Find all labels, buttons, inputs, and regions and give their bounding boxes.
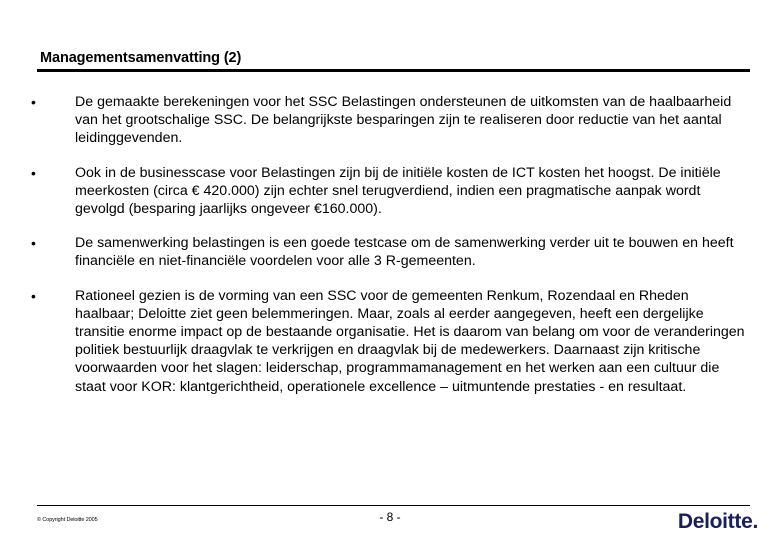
- deloitte-logo: Deloitte.: [677, 510, 758, 533]
- bullet-text: Ook in de businesscase voor Belastingen zijn bij de initiële kosten de ICT kosten het hoogst. De initiële meerkosten (circa € 420.000) zijn echter snel terugverdiend, indien een pragmatische aanpak wordt gevolgd (besparing jaarlijks ongeveer €160.000).: [75, 164, 721, 218]
- bullet-item: [30, 164, 750, 219]
- bullet-marker: •: [31, 287, 36, 304]
- bullet-marker: •: [31, 94, 36, 110]
- page-number: - 8 -: [379, 510, 401, 524]
- bullet-marker: •: [31, 164, 36, 181]
- bullet-list: [30, 93, 750, 412]
- bullet-text: Rationeel gezien is de vorming van een SSC voor de gemeenten Renkum, Rozendaal en Rheden haalbaar; Deloitte ziet geen belemmeringen. Maar, zoals al eerder aangegeven, heeft een dergelijke transitie enorme impact op de bestaande organisatie. Het is daarom van belang om voor de veranderingen politiek bestuurlijk draagvlak te verkrijgen en draagvlak bij de medewerkers. Daarnaast zijn kritische voorwaarden voor het slagen: leiderschap, programmamanagement en het werken aan een cultuur die staat voor KOR: klantgerichtheid, operationele excellence – uitmuntende prestaties - en resultaat.: [75, 287, 745, 395]
- bullet-item: [30, 93, 750, 148]
- bullet-marker: •: [31, 235, 36, 252]
- footer-divider: [37, 505, 750, 506]
- bullet-item: [30, 287, 750, 396]
- copyright-notice: © Copyright Deloitte 2005: [37, 517, 98, 523]
- bullet-item: [30, 234, 750, 270]
- slide-title: Managementsamenvatting (2): [40, 50, 242, 66]
- title-divider: [37, 69, 750, 72]
- bullet-text: De samenwerking belastingen is een goede testcase om de samenwerking verder uit te bouwen en heeft financiële en niet-financiële voordelen voor alle 3 R-gemeenten.: [75, 235, 734, 270]
- bullet-text: De gemaakte berekeningen voor het SSC Belastingen ondersteunen de uitkomsten van de haalbaarheid van het grootschalige SSC. De belangrijkste besparingen zijn te realiseren door reductie van het aantal leidinggevenden.: [75, 94, 732, 147]
